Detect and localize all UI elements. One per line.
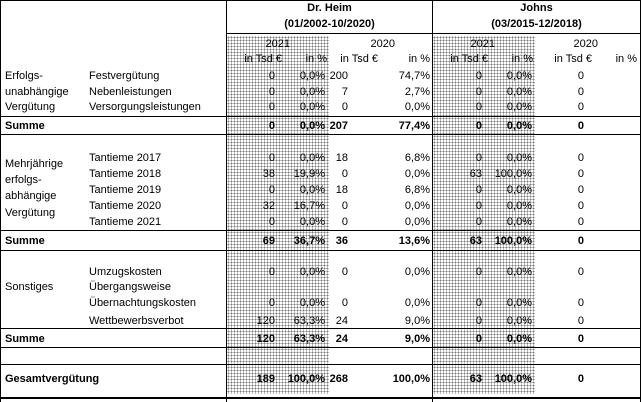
cell-j20t: 0 — [577, 86, 584, 98]
cell-j20t: 0 — [577, 333, 584, 345]
hline-summe1-bottom — [0, 134, 641, 135]
cell-j20t: 0 — [577, 200, 584, 212]
cell-j20t: 0 — [577, 152, 584, 164]
cell-j20t: 0 — [577, 120, 584, 132]
cell-j20t: 0 — [577, 297, 584, 309]
cell-j20t: 0 — [577, 373, 584, 385]
row-label: Nebenleistungen — [89, 86, 172, 98]
cell-h20t: 18 — [335, 152, 348, 164]
cell-j21t: 0 — [475, 101, 482, 113]
cell-h20t: 0 — [341, 200, 348, 212]
cell-h21t: 0 — [268, 297, 275, 309]
cell-h20t: 200 — [329, 70, 348, 82]
hline-header — [227, 33, 640, 34]
hline-top — [0, 0, 641, 1]
hline-summe2-bottom — [0, 250, 641, 251]
cell-j21p: 0,0% — [506, 266, 532, 278]
cell-j21p: 0,0% — [506, 333, 532, 345]
cell-h20t: 0 — [341, 168, 348, 180]
cell-h21t: 189 — [256, 373, 275, 385]
johns-2020-unit-tsd: in Tsd € — [554, 53, 592, 65]
row-label: Versorgungsleistungen — [89, 101, 201, 113]
cell-h20t: 7 — [341, 86, 348, 98]
row-label: Tantieme 2018 — [89, 168, 162, 180]
cell-j21t: 0 — [475, 200, 482, 212]
cell-h21t: 32 — [262, 200, 275, 212]
cell-j21t: 0 — [475, 216, 482, 228]
hline-summe3-top — [0, 328, 641, 329]
cell-h21p: 0,0% — [299, 120, 325, 132]
cell-j20t: 0 — [577, 315, 584, 327]
cell-h20p: 0,0% — [404, 297, 430, 309]
cell-j20t: 0 — [577, 168, 584, 180]
johns-2021-year: 2021 — [470, 38, 495, 50]
cell-j21t: 0 — [475, 86, 482, 98]
cell-h21t: 0 — [268, 86, 275, 98]
cell-h21t: 0 — [268, 101, 275, 113]
cell-h21t: 0 — [268, 152, 275, 164]
cell-j21t: 63 — [469, 373, 482, 385]
vline-left — [0, 0, 1, 402]
group1-label-line1: Erfolgs- — [5, 70, 43, 82]
cell-j21p: 100,0% — [494, 235, 532, 247]
cell-h21p: 0,0% — [299, 297, 325, 309]
cell-h21p: 63,3% — [293, 315, 325, 327]
heim-2020-year: 2020 — [370, 38, 395, 50]
cell-h21t: 120 — [256, 315, 275, 327]
johns-2021-unit-tsd: in Tsd € — [450, 53, 488, 65]
group1-label-line2: unabhängige — [5, 86, 69, 98]
cell-j21p: 0,0% — [506, 297, 532, 309]
heim-2021-year: 2021 — [265, 38, 290, 50]
cell-h20t: 24 — [335, 315, 348, 327]
cell-h20p: 9,0% — [404, 333, 430, 345]
cell-h20t: 36 — [335, 235, 348, 247]
cell-h20p: 9,0% — [404, 315, 430, 327]
cell-j21p: 100,0% — [494, 373, 532, 385]
heim-name: Dr. Heim — [307, 2, 352, 14]
cell-j21t: 0 — [475, 333, 482, 345]
cell-j20t: 0 — [577, 266, 584, 278]
row-label: Tantieme 2019 — [89, 184, 162, 196]
cell-h21p: 19,9% — [293, 168, 325, 180]
cell-h20t: 0 — [341, 297, 348, 309]
cell-h20p: 0,0% — [404, 216, 430, 228]
cell-j20t: 0 — [577, 184, 584, 196]
cell-j21t: 0 — [475, 70, 482, 82]
group3-label: Sonstiges — [5, 281, 54, 293]
cell-j21t: 0 — [475, 120, 482, 132]
cell-h20t: 268 — [329, 373, 348, 385]
heim-2021-unit-pct: in % — [305, 53, 327, 65]
cell-h20p: 0,0% — [404, 266, 430, 278]
cell-h20t: 0 — [341, 266, 348, 278]
cell-j21t: 0 — [475, 184, 482, 196]
row-label: Tantieme 2020 — [89, 200, 162, 212]
cell-h21t: 38 — [262, 168, 275, 180]
cell-h20p: 74,7% — [398, 70, 430, 82]
cell-h20p: 0,0% — [404, 200, 430, 212]
cell-h20p: 77,4% — [398, 120, 430, 132]
heim-period: (01/2002-10/2020) — [284, 18, 375, 30]
cell-h20t: 207 — [329, 120, 348, 132]
vline-right — [640, 0, 641, 402]
cell-j20t: 0 — [577, 70, 584, 82]
heim-2020-unit-pct: in % — [408, 53, 430, 65]
cell-h21t: 120 — [256, 333, 275, 345]
cell-h21t: 0 — [268, 266, 275, 278]
cell-h20p: 13,6% — [398, 235, 430, 247]
cell-h21p: 0,0% — [299, 101, 325, 113]
cell-j21p: 0,0% — [506, 86, 532, 98]
johns-2021-unit-pct: in % — [511, 53, 533, 65]
group1-label-line3: Vergütung — [5, 101, 56, 113]
cell-j21p: 0,0% — [506, 152, 532, 164]
cell-h21p: 0,0% — [299, 86, 325, 98]
row-label: Übergangsweise — [89, 281, 171, 293]
row-label: Tantieme 2017 — [89, 152, 162, 164]
cell-h21t: 0 — [268, 120, 275, 132]
cell-j21p: 0,0% — [506, 216, 532, 228]
johns-2020-year: 2020 — [573, 38, 598, 50]
cell-h20p: 6,8% — [404, 152, 430, 164]
cell-h21p: 0,0% — [299, 70, 325, 82]
hline-summe3-bottom — [0, 347, 641, 348]
cell-j21p: 0,0% — [506, 70, 532, 82]
heim-2021-unit-tsd: in Tsd € — [244, 53, 282, 65]
cell-h21p: 16,7% — [293, 200, 325, 212]
heim-2020-unit-tsd: in Tsd € — [340, 53, 378, 65]
hline-bottom — [0, 397, 641, 399]
group2-label-line3: abhängige — [5, 190, 57, 202]
row-label: Übernachtungskosten — [89, 297, 197, 309]
cell-h20p: 6,8% — [404, 184, 430, 196]
cell-j21t: 0 — [475, 297, 482, 309]
group2-label-line4: Vergütung — [5, 207, 56, 219]
cell-h20t: 24 — [335, 333, 348, 345]
cell-j21p: 100,0% — [494, 168, 532, 180]
cell-j21p: 0,0% — [506, 101, 532, 113]
hline-gesamt-top — [0, 364, 641, 365]
cell-h21p: 63,3% — [293, 333, 325, 345]
cell-h21t: 69 — [262, 235, 275, 247]
cell-j21t: 0 — [475, 152, 482, 164]
row-label: Festvergütung — [89, 70, 160, 82]
cell-h21t: 0 — [268, 184, 275, 196]
cell-h21p: 100,0% — [287, 373, 325, 385]
cell-h20p: 0,0% — [404, 101, 430, 113]
cell-j21t: 63 — [469, 168, 482, 180]
row-label: Wettbewerbsverbot — [89, 315, 184, 327]
cell-h21t: 0 — [268, 216, 275, 228]
cell-h21t: 0 — [268, 70, 275, 82]
cell-h20t: 0 — [341, 101, 348, 113]
cell-j21p: 0,0% — [506, 120, 532, 132]
johns-2020-unit-pct: in % — [615, 53, 637, 65]
cell-j21p: 0,0% — [506, 315, 532, 327]
cell-j21p: 0,0% — [506, 200, 532, 212]
cell-h20t: 18 — [335, 184, 348, 196]
cell-j20t: 0 — [577, 235, 584, 247]
row-label-total: Summe — [5, 235, 45, 247]
vline-heim-left — [226, 0, 227, 402]
row-label-total: Summe — [5, 120, 45, 132]
cell-h21p: 0,0% — [299, 216, 325, 228]
johns-period: (03/2015-12/2018) — [491, 18, 582, 30]
row-label: Umzugskosten — [89, 266, 162, 278]
row-label-total: Summe — [5, 333, 45, 345]
row-label-total: Gesamtvergütung — [5, 373, 100, 385]
group2-label-line1: Mehrjährige — [5, 158, 64, 170]
cell-j20t: 0 — [577, 101, 584, 113]
group2-label-line2: erfolgs- — [5, 174, 42, 186]
cell-h21p: 36,7% — [293, 235, 325, 247]
johns-name: Johns — [520, 2, 553, 14]
cell-h20p: 2,7% — [404, 86, 430, 98]
row-label: Tantieme 2021 — [89, 216, 162, 228]
cell-h21p: 0,0% — [299, 266, 325, 278]
cell-j21t: 63 — [469, 235, 482, 247]
cell-j21p: 0,0% — [506, 184, 532, 196]
cell-h20p: 100,0% — [392, 373, 430, 385]
hline-summe1-top — [0, 116, 641, 117]
hline-summe2-top — [0, 230, 641, 231]
cell-j20t: 0 — [577, 216, 584, 228]
cell-h21p: 0,0% — [299, 184, 325, 196]
cell-h21p: 0,0% — [299, 152, 325, 164]
cell-j21t: 0 — [475, 266, 482, 278]
cell-j21t: 0 — [475, 315, 482, 327]
cell-h20p: 0,0% — [404, 168, 430, 180]
cell-h20t: 0 — [341, 216, 348, 228]
